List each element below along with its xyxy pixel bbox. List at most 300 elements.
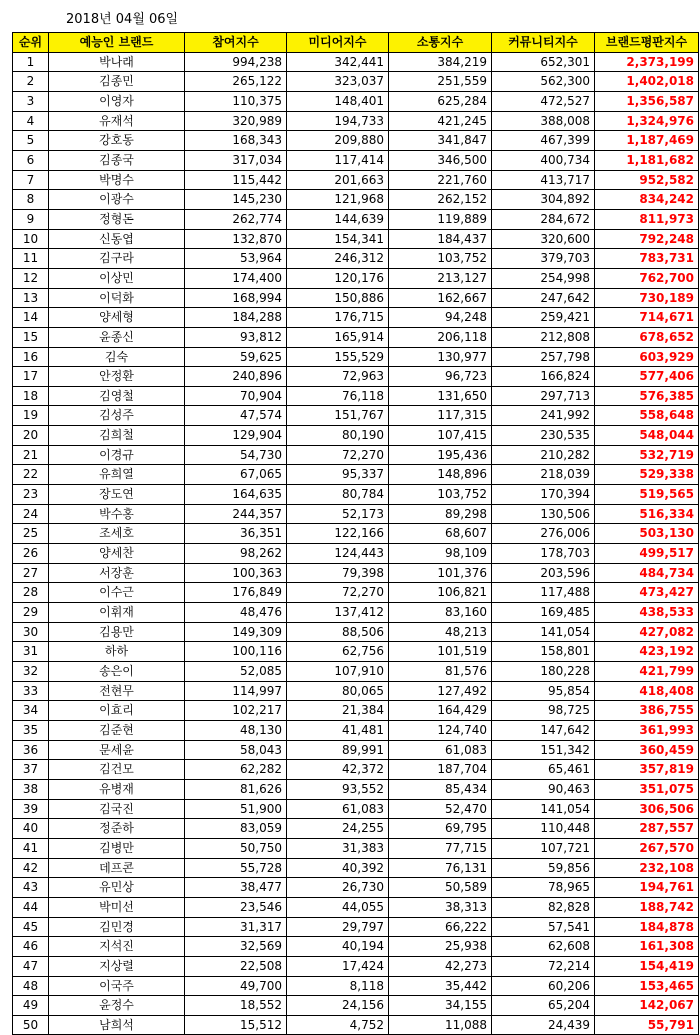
- cell-brand-index: 499,517: [595, 544, 699, 564]
- cell-communication: 76,131: [389, 858, 492, 878]
- cell-brand: 정형돈: [49, 209, 185, 229]
- cell-communication: 11,088: [389, 1015, 492, 1035]
- cell-media: 209,880: [287, 131, 389, 151]
- cell-rank: 48: [13, 976, 49, 996]
- table-row: [13, 563, 699, 583]
- cell-brand-index: 783,731: [595, 249, 699, 269]
- cell-brand-index: 421,799: [595, 662, 699, 682]
- cell-rank: 11: [13, 249, 49, 269]
- cell-communication: 101,519: [389, 642, 492, 662]
- table-row: [13, 937, 699, 957]
- cell-communication: 96,723: [389, 367, 492, 387]
- cell-participation: 83,059: [185, 819, 287, 839]
- cell-media: 24,156: [287, 996, 389, 1016]
- cell-brand: 김종국: [49, 150, 185, 170]
- cell-communication: 89,298: [389, 504, 492, 524]
- cell-communication: 164,429: [389, 701, 492, 721]
- cell-participation: 129,904: [185, 426, 287, 446]
- table-row: [13, 622, 699, 642]
- cell-media: 246,312: [287, 249, 389, 269]
- cell-rank: 10: [13, 229, 49, 249]
- table-body: [13, 52, 699, 1035]
- cell-rank: 41: [13, 838, 49, 858]
- cell-participation: 15,512: [185, 1015, 287, 1035]
- cell-brand-index: 811,973: [595, 209, 699, 229]
- cell-communication: 384,219: [389, 52, 492, 72]
- cell-participation: 174,400: [185, 268, 287, 288]
- cell-rank: 49: [13, 996, 49, 1016]
- cell-community: 284,672: [492, 209, 595, 229]
- cell-media: 93,552: [287, 779, 389, 799]
- cell-brand: 장도연: [49, 485, 185, 505]
- cell-community: 141,054: [492, 799, 595, 819]
- cell-community: 230,535: [492, 426, 595, 446]
- cell-brand: 박나래: [49, 52, 185, 72]
- cell-brand-index: 1,356,587: [595, 91, 699, 111]
- cell-rank: 30: [13, 622, 49, 642]
- cell-participation: 164,635: [185, 485, 287, 505]
- cell-brand-index: 473,427: [595, 583, 699, 603]
- table-row: [13, 111, 699, 131]
- table-row: [13, 426, 699, 446]
- cell-brand-index: 361,993: [595, 720, 699, 740]
- cell-rank: 32: [13, 662, 49, 682]
- table-row: [13, 996, 699, 1016]
- cell-rank: 24: [13, 504, 49, 524]
- cell-rank: 22: [13, 465, 49, 485]
- table-row: [13, 858, 699, 878]
- cell-community: 158,801: [492, 642, 595, 662]
- header-participation: 참여지수: [185, 33, 287, 53]
- cell-brand: 유재석: [49, 111, 185, 131]
- table-row: [13, 701, 699, 721]
- header-brand-index: 브랜드평판지수: [595, 33, 699, 53]
- header-community: 커뮤니티지수: [492, 33, 595, 53]
- cell-media: 80,784: [287, 485, 389, 505]
- cell-brand-index: 351,075: [595, 779, 699, 799]
- cell-communication: 77,715: [389, 838, 492, 858]
- cell-media: 117,414: [287, 150, 389, 170]
- cell-participation: 320,989: [185, 111, 287, 131]
- cell-media: 120,176: [287, 268, 389, 288]
- cell-participation: 115,442: [185, 170, 287, 190]
- table-row: [13, 779, 699, 799]
- cell-rank: 2: [13, 72, 49, 92]
- cell-brand-index: 438,533: [595, 603, 699, 623]
- table-row: [13, 681, 699, 701]
- cell-brand-index: 287,557: [595, 819, 699, 839]
- cell-media: 40,194: [287, 937, 389, 957]
- cell-rank: 26: [13, 544, 49, 564]
- table-row: [13, 268, 699, 288]
- cell-brand: 김민경: [49, 917, 185, 937]
- cell-media: 52,173: [287, 504, 389, 524]
- cell-brand: 김종민: [49, 72, 185, 92]
- cell-communication: 50,589: [389, 878, 492, 898]
- cell-brand-index: 418,408: [595, 681, 699, 701]
- cell-brand: 박명수: [49, 170, 185, 190]
- cell-communication: 52,470: [389, 799, 492, 819]
- cell-community: 130,506: [492, 504, 595, 524]
- cell-community: 212,808: [492, 327, 595, 347]
- cell-brand-index: 529,338: [595, 465, 699, 485]
- cell-rank: 23: [13, 485, 49, 505]
- cell-rank: 16: [13, 347, 49, 367]
- cell-brand-index: 503,130: [595, 524, 699, 544]
- table-row: [13, 485, 699, 505]
- cell-brand: 양세찬: [49, 544, 185, 564]
- cell-brand-index: 427,082: [595, 622, 699, 642]
- cell-brand: 유민상: [49, 878, 185, 898]
- cell-rank: 33: [13, 681, 49, 701]
- cell-rank: 31: [13, 642, 49, 662]
- cell-brand-index: 142,067: [595, 996, 699, 1016]
- cell-community: 169,485: [492, 603, 595, 623]
- cell-participation: 58,043: [185, 740, 287, 760]
- cell-media: 79,398: [287, 563, 389, 583]
- cell-community: 65,461: [492, 760, 595, 780]
- cell-community: 472,527: [492, 91, 595, 111]
- cell-community: 98,725: [492, 701, 595, 721]
- cell-brand-index: 714,671: [595, 308, 699, 328]
- cell-community: 257,798: [492, 347, 595, 367]
- cell-brand-index: 194,761: [595, 878, 699, 898]
- cell-brand: 서장훈: [49, 563, 185, 583]
- cell-media: 342,441: [287, 52, 389, 72]
- cell-community: 210,282: [492, 445, 595, 465]
- table-row: [13, 544, 699, 564]
- cell-brand-index: 188,742: [595, 897, 699, 917]
- cell-brand: 문세윤: [49, 740, 185, 760]
- cell-community: 180,228: [492, 662, 595, 682]
- cell-rank: 18: [13, 386, 49, 406]
- cell-rank: 35: [13, 720, 49, 740]
- cell-brand: 송은이: [49, 662, 185, 682]
- cell-rank: 14: [13, 308, 49, 328]
- cell-community: 107,721: [492, 838, 595, 858]
- cell-participation: 176,849: [185, 583, 287, 603]
- cell-brand-index: 154,419: [595, 956, 699, 976]
- cell-communication: 206,118: [389, 327, 492, 347]
- cell-media: 144,639: [287, 209, 389, 229]
- cell-brand: 전현무: [49, 681, 185, 701]
- cell-brand-index: 548,044: [595, 426, 699, 446]
- cell-brand: 하하: [49, 642, 185, 662]
- cell-rank: 27: [13, 563, 49, 583]
- table-row: [13, 91, 699, 111]
- cell-brand: 김병만: [49, 838, 185, 858]
- cell-communication: 262,152: [389, 190, 492, 210]
- cell-participation: 114,997: [185, 681, 287, 701]
- cell-participation: 244,357: [185, 504, 287, 524]
- cell-brand-index: 55,791: [595, 1015, 699, 1035]
- cell-media: 41,481: [287, 720, 389, 740]
- cell-communication: 421,245: [389, 111, 492, 131]
- cell-participation: 54,730: [185, 445, 287, 465]
- cell-brand: 이영자: [49, 91, 185, 111]
- cell-community: 247,642: [492, 288, 595, 308]
- table-header-row: [13, 33, 699, 53]
- cell-communication: 107,415: [389, 426, 492, 446]
- cell-brand-index: 232,108: [595, 858, 699, 878]
- cell-communication: 85,434: [389, 779, 492, 799]
- cell-rank: 47: [13, 956, 49, 976]
- cell-media: 80,190: [287, 426, 389, 446]
- cell-participation: 81,626: [185, 779, 287, 799]
- cell-community: 59,856: [492, 858, 595, 878]
- table-row: [13, 838, 699, 858]
- cell-brand: 박수홍: [49, 504, 185, 524]
- cell-communication: 83,160: [389, 603, 492, 623]
- cell-brand-index: 532,719: [595, 445, 699, 465]
- table-row: [13, 52, 699, 72]
- cell-brand: 정준하: [49, 819, 185, 839]
- cell-participation: 49,700: [185, 976, 287, 996]
- cell-brand: 양세형: [49, 308, 185, 328]
- cell-brand: 이상민: [49, 268, 185, 288]
- cell-rank: 50: [13, 1015, 49, 1035]
- cell-brand: 유희열: [49, 465, 185, 485]
- cell-media: 4,752: [287, 1015, 389, 1035]
- cell-brand-index: 577,406: [595, 367, 699, 387]
- cell-participation: 110,375: [185, 91, 287, 111]
- table-row: [13, 583, 699, 603]
- table-row: [13, 445, 699, 465]
- cell-media: 72,270: [287, 583, 389, 603]
- cell-media: 80,065: [287, 681, 389, 701]
- cell-brand: 김국진: [49, 799, 185, 819]
- report-date: 2018년 04월 06일: [66, 12, 179, 27]
- cell-brand-index: 834,242: [595, 190, 699, 210]
- cell-rank: 21: [13, 445, 49, 465]
- cell-brand-index: 558,648: [595, 406, 699, 426]
- cell-brand-index: 762,700: [595, 268, 699, 288]
- cell-community: 62,608: [492, 937, 595, 957]
- cell-community: 241,992: [492, 406, 595, 426]
- cell-media: 42,372: [287, 760, 389, 780]
- cell-participation: 100,116: [185, 642, 287, 662]
- cell-brand-index: 952,582: [595, 170, 699, 190]
- table-row: [13, 524, 699, 544]
- cell-communication: 195,436: [389, 445, 492, 465]
- cell-media: 121,968: [287, 190, 389, 210]
- cell-brand: 지석진: [49, 937, 185, 957]
- cell-communication: 131,650: [389, 386, 492, 406]
- cell-brand: 김건모: [49, 760, 185, 780]
- cell-participation: 102,217: [185, 701, 287, 721]
- cell-participation: 265,122: [185, 72, 287, 92]
- cell-participation: 52,085: [185, 662, 287, 682]
- cell-communication: 34,155: [389, 996, 492, 1016]
- cell-communication: 69,795: [389, 819, 492, 839]
- cell-participation: 48,476: [185, 603, 287, 623]
- cell-brand: 김용만: [49, 622, 185, 642]
- table-row: [13, 288, 699, 308]
- table-row: [13, 897, 699, 917]
- cell-media: 76,118: [287, 386, 389, 406]
- cell-brand-index: 184,878: [595, 917, 699, 937]
- cell-brand: 김영철: [49, 386, 185, 406]
- cell-brand-index: 603,929: [595, 347, 699, 367]
- table-row: [13, 327, 699, 347]
- cell-community: 413,717: [492, 170, 595, 190]
- cell-media: 95,337: [287, 465, 389, 485]
- cell-participation: 994,238: [185, 52, 287, 72]
- cell-communication: 103,752: [389, 485, 492, 505]
- cell-brand-index: 519,565: [595, 485, 699, 505]
- cell-communication: 221,760: [389, 170, 492, 190]
- cell-community: 304,892: [492, 190, 595, 210]
- cell-brand-index: 678,652: [595, 327, 699, 347]
- cell-brand: 김구라: [49, 249, 185, 269]
- cell-brand: 김숙: [49, 347, 185, 367]
- cell-participation: 145,230: [185, 190, 287, 210]
- cell-media: 151,767: [287, 406, 389, 426]
- cell-communication: 184,437: [389, 229, 492, 249]
- header-media: 미디어지수: [287, 33, 389, 53]
- cell-community: 276,006: [492, 524, 595, 544]
- cell-media: 24,255: [287, 819, 389, 839]
- cell-participation: 51,900: [185, 799, 287, 819]
- cell-media: 89,991: [287, 740, 389, 760]
- cell-communication: 42,273: [389, 956, 492, 976]
- cell-community: 82,828: [492, 897, 595, 917]
- cell-rank: 40: [13, 819, 49, 839]
- cell-communication: 213,127: [389, 268, 492, 288]
- cell-participation: 55,728: [185, 858, 287, 878]
- cell-rank: 17: [13, 367, 49, 387]
- table-row: [13, 465, 699, 485]
- cell-communication: 106,821: [389, 583, 492, 603]
- table-row: [13, 347, 699, 367]
- cell-participation: 23,546: [185, 897, 287, 917]
- cell-communication: 66,222: [389, 917, 492, 937]
- cell-community: 117,488: [492, 583, 595, 603]
- table-row: [13, 249, 699, 269]
- cell-participation: 53,964: [185, 249, 287, 269]
- cell-media: 61,083: [287, 799, 389, 819]
- cell-media: 323,037: [287, 72, 389, 92]
- cell-brand: 지상렬: [49, 956, 185, 976]
- cell-brand-index: 161,308: [595, 937, 699, 957]
- table-row: [13, 740, 699, 760]
- cell-communication: 35,442: [389, 976, 492, 996]
- cell-media: 40,392: [287, 858, 389, 878]
- table-row: [13, 150, 699, 170]
- cell-participation: 100,363: [185, 563, 287, 583]
- table-row: [13, 406, 699, 426]
- cell-rank: 4: [13, 111, 49, 131]
- table-row: [13, 799, 699, 819]
- cell-participation: 168,994: [185, 288, 287, 308]
- cell-participation: 98,262: [185, 544, 287, 564]
- cell-community: 379,703: [492, 249, 595, 269]
- cell-participation: 38,477: [185, 878, 287, 898]
- cell-community: 141,054: [492, 622, 595, 642]
- cell-rank: 8: [13, 190, 49, 210]
- cell-communication: 25,938: [389, 937, 492, 957]
- cell-communication: 48,213: [389, 622, 492, 642]
- table-row: [13, 386, 699, 406]
- cell-rank: 37: [13, 760, 49, 780]
- cell-communication: 127,492: [389, 681, 492, 701]
- table-row: [13, 1015, 699, 1035]
- cell-community: 254,998: [492, 268, 595, 288]
- cell-rank: 5: [13, 131, 49, 151]
- table-row: [13, 229, 699, 249]
- cell-participation: 317,034: [185, 150, 287, 170]
- cell-rank: 38: [13, 779, 49, 799]
- cell-community: 562,300: [492, 72, 595, 92]
- cell-brand: 데프콘: [49, 858, 185, 878]
- cell-brand: 조세호: [49, 524, 185, 544]
- cell-communication: 187,704: [389, 760, 492, 780]
- cell-community: 218,039: [492, 465, 595, 485]
- cell-rank: 34: [13, 701, 49, 721]
- cell-rank: 13: [13, 288, 49, 308]
- table-row: [13, 308, 699, 328]
- cell-community: 65,204: [492, 996, 595, 1016]
- cell-communication: 341,847: [389, 131, 492, 151]
- cell-communication: 119,889: [389, 209, 492, 229]
- cell-brand-index: 1,181,682: [595, 150, 699, 170]
- cell-community: 147,642: [492, 720, 595, 740]
- table-row: [13, 720, 699, 740]
- cell-rank: 39: [13, 799, 49, 819]
- cell-community: 652,301: [492, 52, 595, 72]
- cell-brand-index: 484,734: [595, 563, 699, 583]
- cell-brand: 이경규: [49, 445, 185, 465]
- cell-rank: 6: [13, 150, 49, 170]
- table-row: [13, 72, 699, 92]
- cell-media: 44,055: [287, 897, 389, 917]
- cell-brand-index: 267,570: [595, 838, 699, 858]
- cell-participation: 36,351: [185, 524, 287, 544]
- table-row: [13, 190, 699, 210]
- cell-participation: 184,288: [185, 308, 287, 328]
- cell-brand-index: 1,187,469: [595, 131, 699, 151]
- table-row: [13, 367, 699, 387]
- cell-rank: 25: [13, 524, 49, 544]
- cell-communication: 81,576: [389, 662, 492, 682]
- cell-community: 178,703: [492, 544, 595, 564]
- cell-rank: 45: [13, 917, 49, 937]
- cell-communication: 148,896: [389, 465, 492, 485]
- cell-media: 62,756: [287, 642, 389, 662]
- cell-brand: 김희철: [49, 426, 185, 446]
- cell-media: 31,383: [287, 838, 389, 858]
- table-row: [13, 819, 699, 839]
- cell-rank: 42: [13, 858, 49, 878]
- cell-community: 170,394: [492, 485, 595, 505]
- cell-media: 155,529: [287, 347, 389, 367]
- table-row: [13, 603, 699, 623]
- cell-brand: 이수근: [49, 583, 185, 603]
- cell-media: 148,401: [287, 91, 389, 111]
- table-row: [13, 878, 699, 898]
- cell-media: 26,730: [287, 878, 389, 898]
- cell-media: 150,886: [287, 288, 389, 308]
- cell-brand-index: 357,819: [595, 760, 699, 780]
- cell-communication: 68,607: [389, 524, 492, 544]
- header-brand: 예능인 브랜드: [49, 33, 185, 53]
- table-row: [13, 642, 699, 662]
- cell-media: 72,963: [287, 367, 389, 387]
- cell-rank: 9: [13, 209, 49, 229]
- cell-communication: 103,752: [389, 249, 492, 269]
- cell-participation: 168,343: [185, 131, 287, 151]
- table-row: [13, 976, 699, 996]
